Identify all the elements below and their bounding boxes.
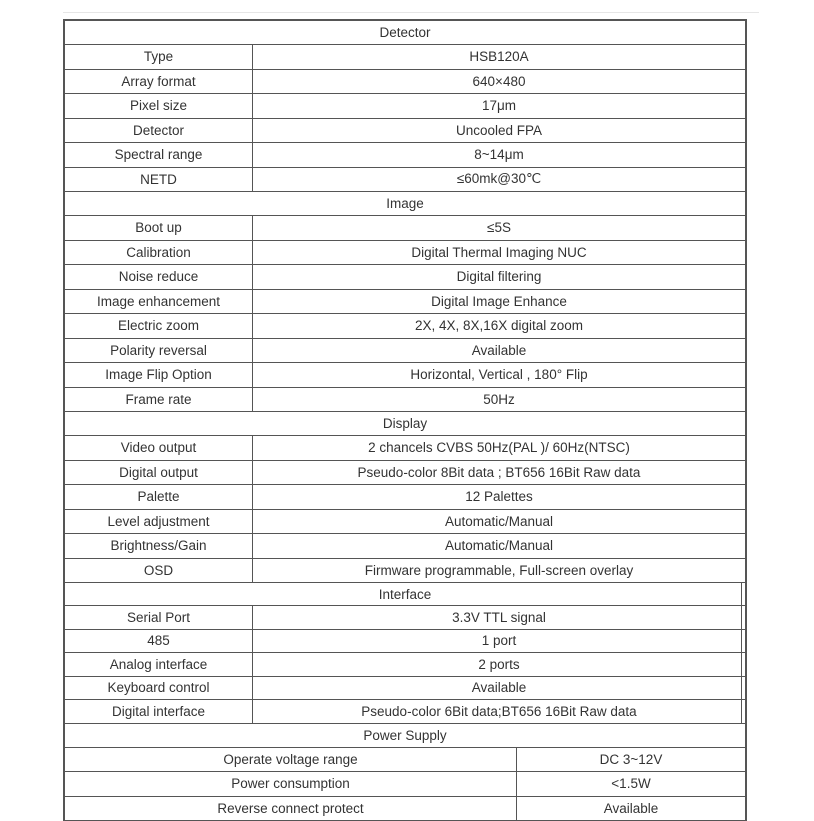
row-label: Analog interface xyxy=(65,653,253,676)
row-label: NETD xyxy=(65,168,253,192)
section-header-image xyxy=(65,192,745,216)
row-label: Spectral range xyxy=(65,143,253,167)
row-value: 17μm xyxy=(253,94,745,118)
table-row xyxy=(65,363,745,388)
row-label: Polarity reversal xyxy=(65,339,253,363)
row-label: Palette xyxy=(65,485,253,509)
table-row xyxy=(65,606,745,630)
table-row xyxy=(65,314,745,339)
row-label: Electric zoom xyxy=(65,314,253,338)
table-row xyxy=(65,339,745,364)
row-value: Available xyxy=(517,797,745,821)
row-value: Pseudo-color 8Bit data ; BT656 16Bit Raw data xyxy=(253,461,745,485)
section-title: Power Supply xyxy=(65,724,745,747)
table-row xyxy=(65,216,745,241)
row-label: Serial Port xyxy=(65,606,253,629)
row-value: 2 chancels CVBS 50Hz(PAL )/ 60Hz(NTSC) xyxy=(253,436,745,460)
table-row xyxy=(65,388,745,413)
row-label: Image Flip Option xyxy=(65,363,253,387)
table-row xyxy=(65,168,745,193)
row-value: Automatic/Manual xyxy=(253,534,745,558)
table-row xyxy=(65,700,745,724)
row-value: 640×480 xyxy=(253,70,745,94)
row-value: ≤5S xyxy=(253,216,745,240)
top-divider xyxy=(63,12,759,13)
row-value: Horizontal, Vertical , 180° Flip xyxy=(253,363,745,387)
section-title: Detector xyxy=(65,21,745,44)
table-row xyxy=(65,45,745,70)
table-row xyxy=(65,534,745,559)
row-value: ≤60mk@30℃ xyxy=(253,168,745,192)
table-row xyxy=(65,630,745,654)
row-label: Type xyxy=(65,45,253,69)
section-header-power xyxy=(65,724,745,748)
row-label: 485 xyxy=(65,630,253,653)
table-row xyxy=(65,143,745,168)
section-header-interface xyxy=(65,583,745,606)
table-row xyxy=(65,559,745,584)
row-label: Pixel size xyxy=(65,94,253,118)
row-label: Noise reduce xyxy=(65,265,253,289)
row-label: Video output xyxy=(65,436,253,460)
table-row xyxy=(65,461,745,486)
row-value: 3.3V TTL signal xyxy=(253,606,745,629)
spec-table xyxy=(63,19,747,821)
table-row xyxy=(65,436,745,461)
row-value: Uncooled FPA xyxy=(253,119,745,143)
row-label: Array format xyxy=(65,70,253,94)
table-row xyxy=(65,510,745,535)
row-label: Frame rate xyxy=(65,388,253,412)
row-label: Reverse connect protect xyxy=(65,797,517,821)
interface-inner-border xyxy=(741,582,744,724)
section-title: Interface xyxy=(65,583,745,605)
table-row xyxy=(65,797,745,821)
table-row xyxy=(65,70,745,95)
row-label: Boot up xyxy=(65,216,253,240)
row-value: Firmware programmable, Full-screen overlay xyxy=(253,559,745,583)
section-title: Display xyxy=(65,412,745,435)
row-label: Image enhancement xyxy=(65,290,253,314)
row-label: Detector xyxy=(65,119,253,143)
table-row xyxy=(65,653,745,677)
row-label: Digital output xyxy=(65,461,253,485)
section-header-detector xyxy=(65,21,745,45)
row-value: Digital Thermal Imaging NUC xyxy=(253,241,745,265)
section-header-display xyxy=(65,412,745,436)
row-value: Digital filtering xyxy=(253,265,745,289)
table-row xyxy=(65,290,745,315)
row-label: Brightness/Gain xyxy=(65,534,253,558)
row-value: Digital Image Enhance xyxy=(253,290,745,314)
table-row xyxy=(65,748,745,773)
row-label: Level adjustment xyxy=(65,510,253,534)
row-value: Automatic/Manual xyxy=(253,510,745,534)
table-row xyxy=(65,94,745,119)
table-row xyxy=(65,677,745,701)
table-row xyxy=(65,265,745,290)
row-value: 8~14μm xyxy=(253,143,745,167)
row-value: Available xyxy=(253,339,745,363)
row-label: Operate voltage range xyxy=(65,748,517,772)
row-label: OSD xyxy=(65,559,253,583)
row-value: <1.5W xyxy=(517,772,745,796)
table-row xyxy=(65,485,745,510)
row-value: 2 ports xyxy=(253,653,745,676)
row-label: Digital interface xyxy=(65,700,253,723)
row-value: Pseudo-color 6Bit data;BT656 16Bit Raw data xyxy=(253,700,745,723)
section-title: Image xyxy=(65,192,745,215)
row-value: 12 Palettes xyxy=(253,485,745,509)
row-label: Calibration xyxy=(65,241,253,265)
row-value: 1 port xyxy=(253,630,745,653)
row-label: Power consumption xyxy=(65,772,517,796)
table-row xyxy=(65,241,745,266)
table-row xyxy=(65,119,745,144)
row-value: DC 3~12V xyxy=(517,748,745,772)
row-value: Available xyxy=(253,677,745,700)
row-value: 2X, 4X, 8X,16X digital zoom xyxy=(253,314,745,338)
row-value: 50Hz xyxy=(253,388,745,412)
row-value: HSB120A xyxy=(253,45,745,69)
row-label: Keyboard control xyxy=(65,677,253,700)
table-row xyxy=(65,772,745,797)
